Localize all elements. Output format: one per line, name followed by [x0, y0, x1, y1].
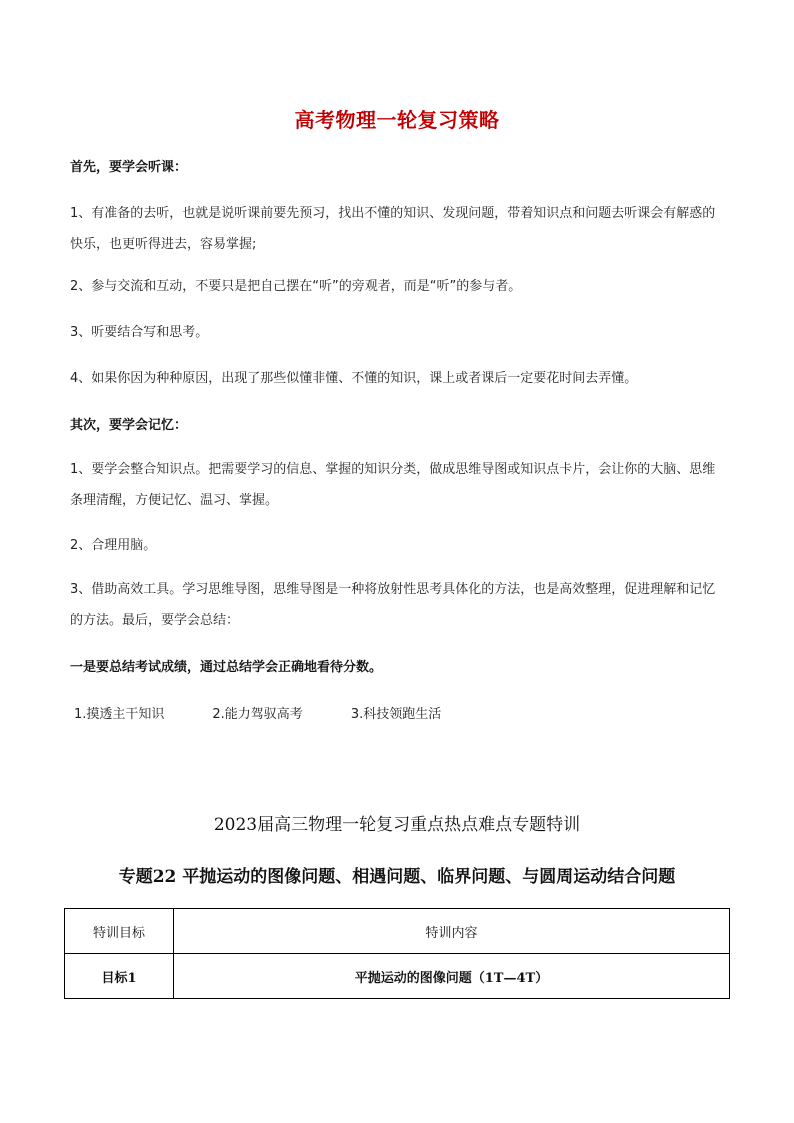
table-header-row	[65, 909, 730, 954]
page-title: 高考物理一轮复习策略	[294, 108, 500, 132]
tag-item: 3.科技领跑生活	[350, 707, 442, 722]
paragraph-listening-3: 3、听要结合写和思考。	[70, 325, 209, 340]
series-title: 2023届高三物理一轮复习重点热点难点专题特训	[213, 815, 581, 835]
paragraph-memory-2: 2、合理用脑。	[70, 538, 157, 553]
table-header-content: 特训内容	[174, 909, 730, 954]
section-heading-listening: 首先，要学会听课：	[70, 160, 188, 175]
summary-line: 一是要总结考试成绩，通过总结学会正确地看待分数。	[70, 660, 383, 675]
tag-list	[74, 703, 489, 722]
table-header-goal: 特训目标	[65, 909, 174, 954]
tag-item: 1.摸透主干知识	[74, 707, 165, 722]
table-row	[65, 954, 730, 999]
section-heading-memory: 其次，要学会记忆：	[70, 418, 188, 433]
table-cell-content: 平抛运动的图像问题（1T—4T）	[174, 954, 730, 999]
paragraph-listening-4: 4、如果你因为种种原因，出现了那些似懂非懂、不懂的知识，课上或者课后一定要花时间去弄懂。	[70, 371, 638, 386]
paragraph-listening-1: 1、有准备的去听，也就是说听课前要先预习，找出不懂的知识、发现问题，带着知识点和问题去听课会有解惑的快乐，也更听得进去，容易掌握;	[70, 206, 716, 252]
table-cell-goal: 目标1	[65, 954, 174, 999]
paragraph-memory-1: 1、要学会整合知识点。把需要学习的信息、掌握的知识分类，做成思维导图或知识点卡片，会让你的大脑、思维条理清醒，方便记忆、温习、掌握。	[70, 462, 716, 508]
tag-item: 2.能力驾驭高考	[212, 707, 303, 722]
paragraph-listening-2: 2、参与交流和互动，不要只是把自己摆在“听”的旁观者，而是“听”的参与者。	[70, 279, 522, 294]
topic-title: 专题22 平抛运动的图像问题、相遇问题、临界问题、与圆周运动结合问题	[118, 867, 676, 887]
paragraph-memory-3: 3、借助高效工具。学习思维导图，思维导图是一种将放射性思考具体化的方法，也是高效整理，促进理解和记忆的方法。最后，要学会总结：	[70, 582, 716, 628]
training-table	[64, 908, 730, 999]
